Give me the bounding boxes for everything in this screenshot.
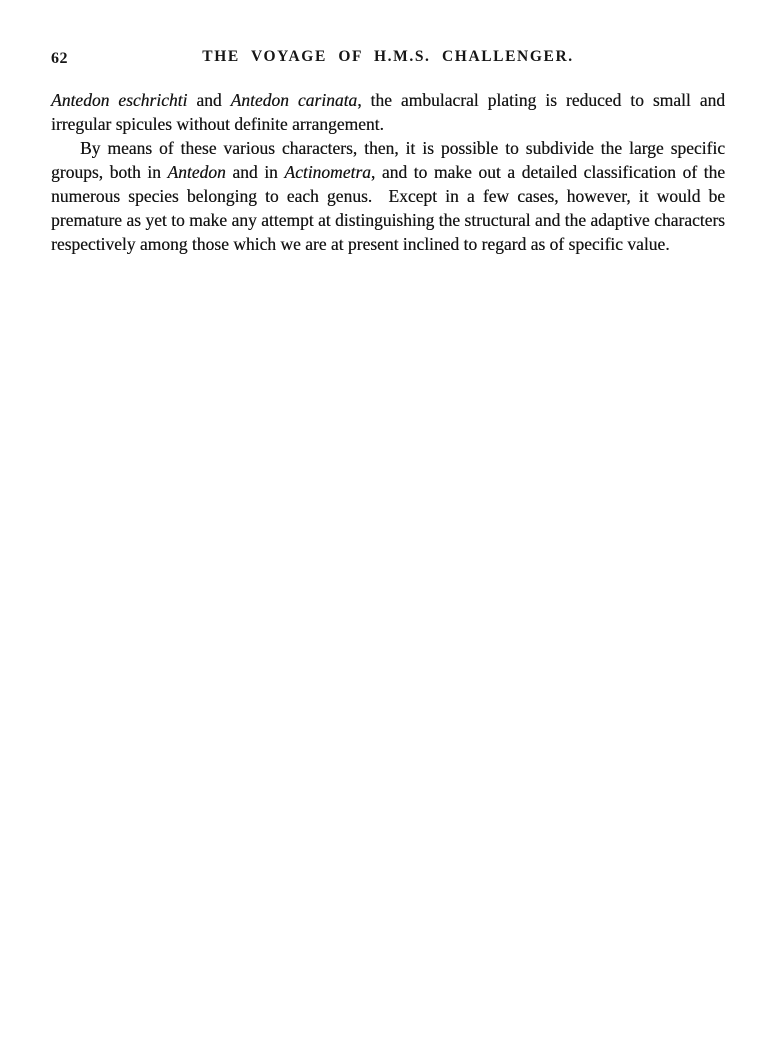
species-name: Antedon eschrichti bbox=[51, 90, 188, 110]
page-number: 62 bbox=[51, 50, 68, 67]
genus-name: Antedon bbox=[167, 162, 226, 182]
page-body bbox=[51, 88, 725, 256]
text-segment: , and to make out a detailed classification of the numerous species belonging to each genus. Except in a few cases, however, it would be premature as yet to make any attempt at distinguishing the structural and the adaptive characters respectively among those which we are at present inclined to regard as of specific value. bbox=[51, 162, 725, 254]
running-title: THE VOYAGE OF H.M.S. CHALLENGER. bbox=[202, 48, 574, 65]
running-header bbox=[51, 48, 725, 68]
species-name: Antedon carinata bbox=[230, 90, 358, 110]
text-segment: By means of these various characters, then, it is possible to subdivide the large specific groups, both in bbox=[51, 138, 725, 182]
text-segment: and in bbox=[225, 162, 285, 182]
text-segment: , the ambulacral plating is reduced to small and irregular spicules without definite arrangement. bbox=[51, 90, 726, 134]
genus-name: Actinometra bbox=[284, 162, 371, 182]
paragraph bbox=[51, 136, 725, 256]
text-segment: and bbox=[187, 90, 231, 110]
paragraph-continuation bbox=[51, 88, 725, 136]
